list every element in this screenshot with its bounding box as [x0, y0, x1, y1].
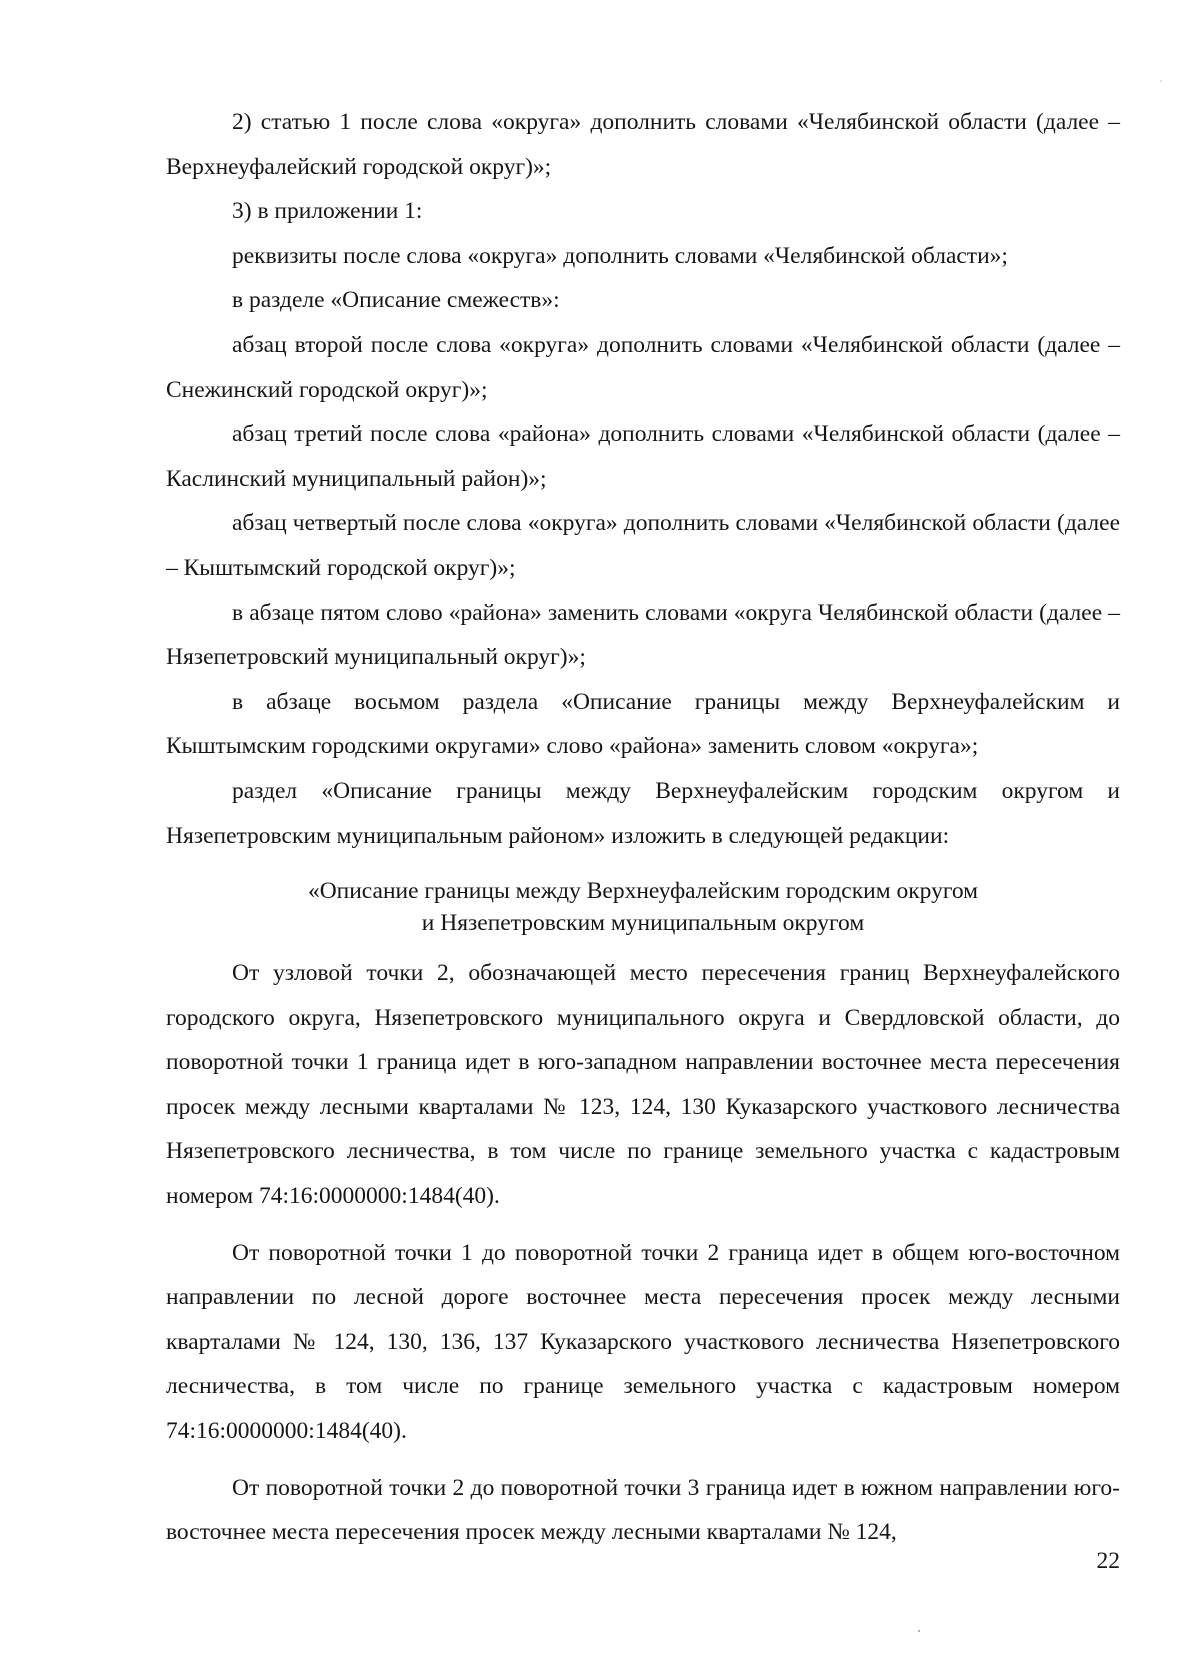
- document-body: [166, 100, 1120, 1555]
- paragraph-section-replace: раздел «Описание границы между Верхнеуфалейским городским округом и Нязепетровским муниципальным районом» изложить в следующей редакции:: [166, 777, 1120, 849]
- paragraph-requisites: реквизиты после слова «округа» дополнить словами «Челябинской области»;: [232, 242, 1008, 269]
- paragraph-fourth: абзац четвертый после слова «округа» дополнить словами «Челябинской области (далее – Кыштымский городской округ)»;: [166, 510, 1120, 581]
- page-number: 22: [1096, 1548, 1120, 1574]
- paragraph-second: абзац второй после слова «округа» дополнить словами «Челябинской области (далее – Снежинский городской округ)»;: [166, 331, 1120, 403]
- paragraph-item-2: 2) статью 1 после слова «округа» дополнить словами «Челябинской области (далее – Верхнеуфалейский городской округ)»;: [166, 109, 1120, 180]
- boundary-paragraph-1: От узловой точки 2, обозначающей место пересечения границ Верхнеуфалейского городского округа, Нязепетровского муниципального округа и Свердловской области, до поворотной точки 1 граница идет в юго-западном направлении восточнее места пересечения просек между лесными кварталами № 123, 124, 130 Куказарского участкового лесничества Нязепетровского лесничества, в том числе по границе земельного участка с кадастровым номером 74:16:0000000:1484(40).: [166, 960, 1120, 1210]
- paragraph-fifth: в абзаце пятом слово «района» заменить словами «округа Челябинской области (далее – Нязепетровский муниципальный округ)»;: [166, 599, 1120, 671]
- section-heading: [166, 875, 1120, 939]
- section-heading-line-1: «Описание границы между Верхнеуфалейским городским округом: [307, 878, 979, 905]
- paragraph-eighth: в абзаце восьмом раздела «Описание границы между Верхнеуфалейским и Кыштымским городскими округами» слово «района» заменить словом «округа»;: [166, 688, 1120, 760]
- section-heading-line-2: и Нязепетровским муниципальным округом: [421, 910, 865, 937]
- paragraph-item-3: 3) в приложении 1:: [232, 198, 423, 225]
- boundary-paragraph-2: От поворотной точки 1 до поворотной точки 2 граница идет в общем юго-восточном направлении по лесной дороге восточнее места пересечения просек между лесными кварталами № 124, 130, 136, 137 Куказарского участкового лесничества Нязепетровского лесничества, в том числе по границе земельного участка с кадастровым номером 74:16:0000000:1484(40).: [166, 1239, 1120, 1445]
- paragraph-adjacency-section: в разделе «Описание смежеств»:: [232, 287, 560, 314]
- paragraph-third: абзац третий после слова «района» дополнить словами «Челябинской области (далее – Каслинский муниципальный район)»;: [166, 421, 1120, 492]
- scan-speck: [1160, 80, 1162, 82]
- boundary-paragraph-3: От поворотной точки 2 до поворотной точки 3 граница идет в южном направлении юго-восточнее места пересечения просек между лесными кварталами № 124,: [166, 1474, 1120, 1546]
- scan-speck: [918, 1630, 920, 1632]
